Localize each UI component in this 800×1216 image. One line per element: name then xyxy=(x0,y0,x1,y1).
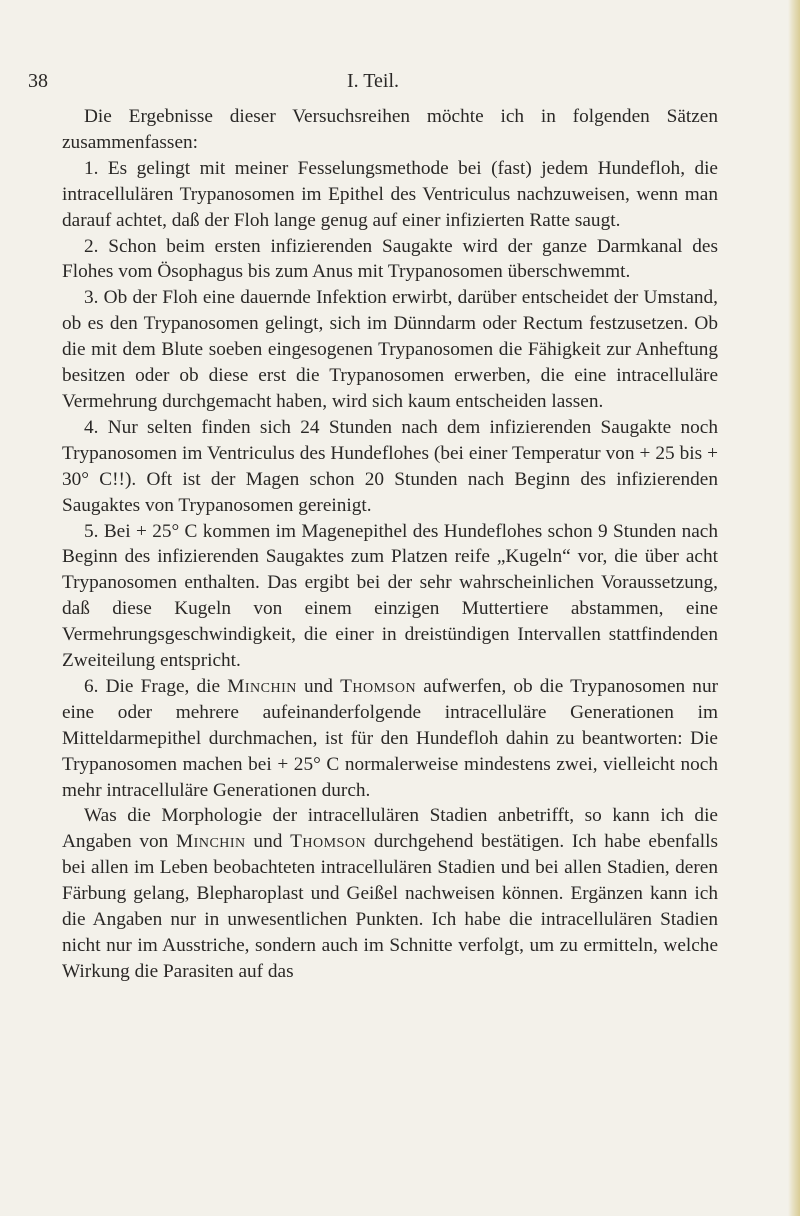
text-segment: Die Ergebnisse dieser Versuchsreihen möchte ich in folgenden Sätzen zusammenfassen: xyxy=(62,106,718,153)
paragraph xyxy=(62,415,718,519)
text-segment: aufwerfen, ob die Trypanosomen nur eine oder mehrere aufeinanderfolgende intracelluläre Generationen im Mitteldarmepithel durchmachen, ist für den Hundefloh dahin zu beantworten: Die Trypanosomen machen bei + 25° C normalerweise mindestens zwei, vielleicht noch mehr intracelluläre Generationen durch. xyxy=(62,675,719,801)
text-segment: durchgehend bestätigen. Ich habe ebenfalls bei allen im Leben beobachteten intracellulären Stadien und bei allen Stadien, deren Färbung gelang, Blepharoplast und Geißel nachweisen können. Ergänzen kann ich die Angaben nur in unwesentlichen Punkten. Ich habe die intracellulären Stadien nicht nur im Ausstriche, sondern auch im Schnitte verfolgt, um zu ermitteln, welche Wirkung die Parasiten auf das xyxy=(62,831,719,982)
text-segment: und xyxy=(296,675,341,697)
paragraph xyxy=(62,285,718,415)
text-segment: 2. Schon beim ersten infizierenden Saugakte wird der ganze Darmkanal des Flohes vom Ösophagus bis zum Anus mit Trypanosomen überschwemmt. xyxy=(62,235,718,283)
running-head: I. Teil. xyxy=(346,70,400,92)
text-segment: Was die Morphologie der intracellulären Stadien anbetrifft, so kann ich die Angaben von xyxy=(62,805,718,853)
page-edge xyxy=(788,0,800,1216)
paragraph xyxy=(62,674,718,804)
paragraph xyxy=(62,104,718,156)
author-name: Minchin xyxy=(176,831,246,853)
paragraph xyxy=(62,234,718,286)
text-segment: 4. Nur selten finden sich 24 Stunden nach dem infizierenden Saugakte noch Trypanosomen im Ventriculus des Hundeflohes (bei einer Temperatur von + 25 bis + 30° C!!). Oft ist der Magen schon 20 Stunden nach Beginn des infizierenden Saugaktes von Trypanosomen gereinigt. xyxy=(62,416,718,516)
text-segment: 3. Ob der Floh eine dauernde Infektion erwirbt, darüber entscheidet der Umstand, ob es den Trypanosomen gelingt, sich im Dünndarm oder Rectum festzusetzen. Ob die mit dem Blute soeben eingesogenen Trypanosomen die Fähigkeit zur Anheftung besitzen oder ob diese erst die Trypanosomen erwerben, die eine intracelluläre Vermehrung durchgemacht haben, wird sich kaum entscheiden lassen. xyxy=(62,287,718,412)
text-segment: 5. Bei + 25° C kommen im Magenepithel des Hundeflohes schon 9 Stunden nach Beginn des infizierenden Saugaktes zum Platzen reife „Kugeln“ vor, die über acht Trypanosomen enthalten. Das ergibt bei der sehr wahrscheinlichen Voraussetzung, daß diese Kugeln von einem einzigen Muttertiere abstammen, eine Vermehrungsgeschwindigkeit, die einer in dreistündigen Intervallen stattfindenden Zweiteilung entspricht. xyxy=(62,520,718,672)
page-number: 38 xyxy=(28,70,48,92)
text-segment: und xyxy=(245,831,291,853)
author-name: Thomson xyxy=(290,831,367,853)
paragraph xyxy=(62,803,718,984)
text-segment: 6. Die Frage, die xyxy=(84,675,228,697)
text-segment: 1. Es gelingt mit meiner Fesselungsmethode bei (fast) jedem Hundefloh, die intracellulären Trypanosomen im Epithel des Ventriculus nachzuweisen, wenn man darauf achtet, daß der Floh lange genug auf einer infizierten Ratte saugt. xyxy=(62,157,718,231)
paragraph xyxy=(62,156,718,234)
body-text xyxy=(62,104,718,985)
author-name: Thomson xyxy=(340,675,417,697)
paragraph xyxy=(62,519,718,674)
author-name: Minchin xyxy=(227,675,297,697)
page-header xyxy=(28,70,718,96)
